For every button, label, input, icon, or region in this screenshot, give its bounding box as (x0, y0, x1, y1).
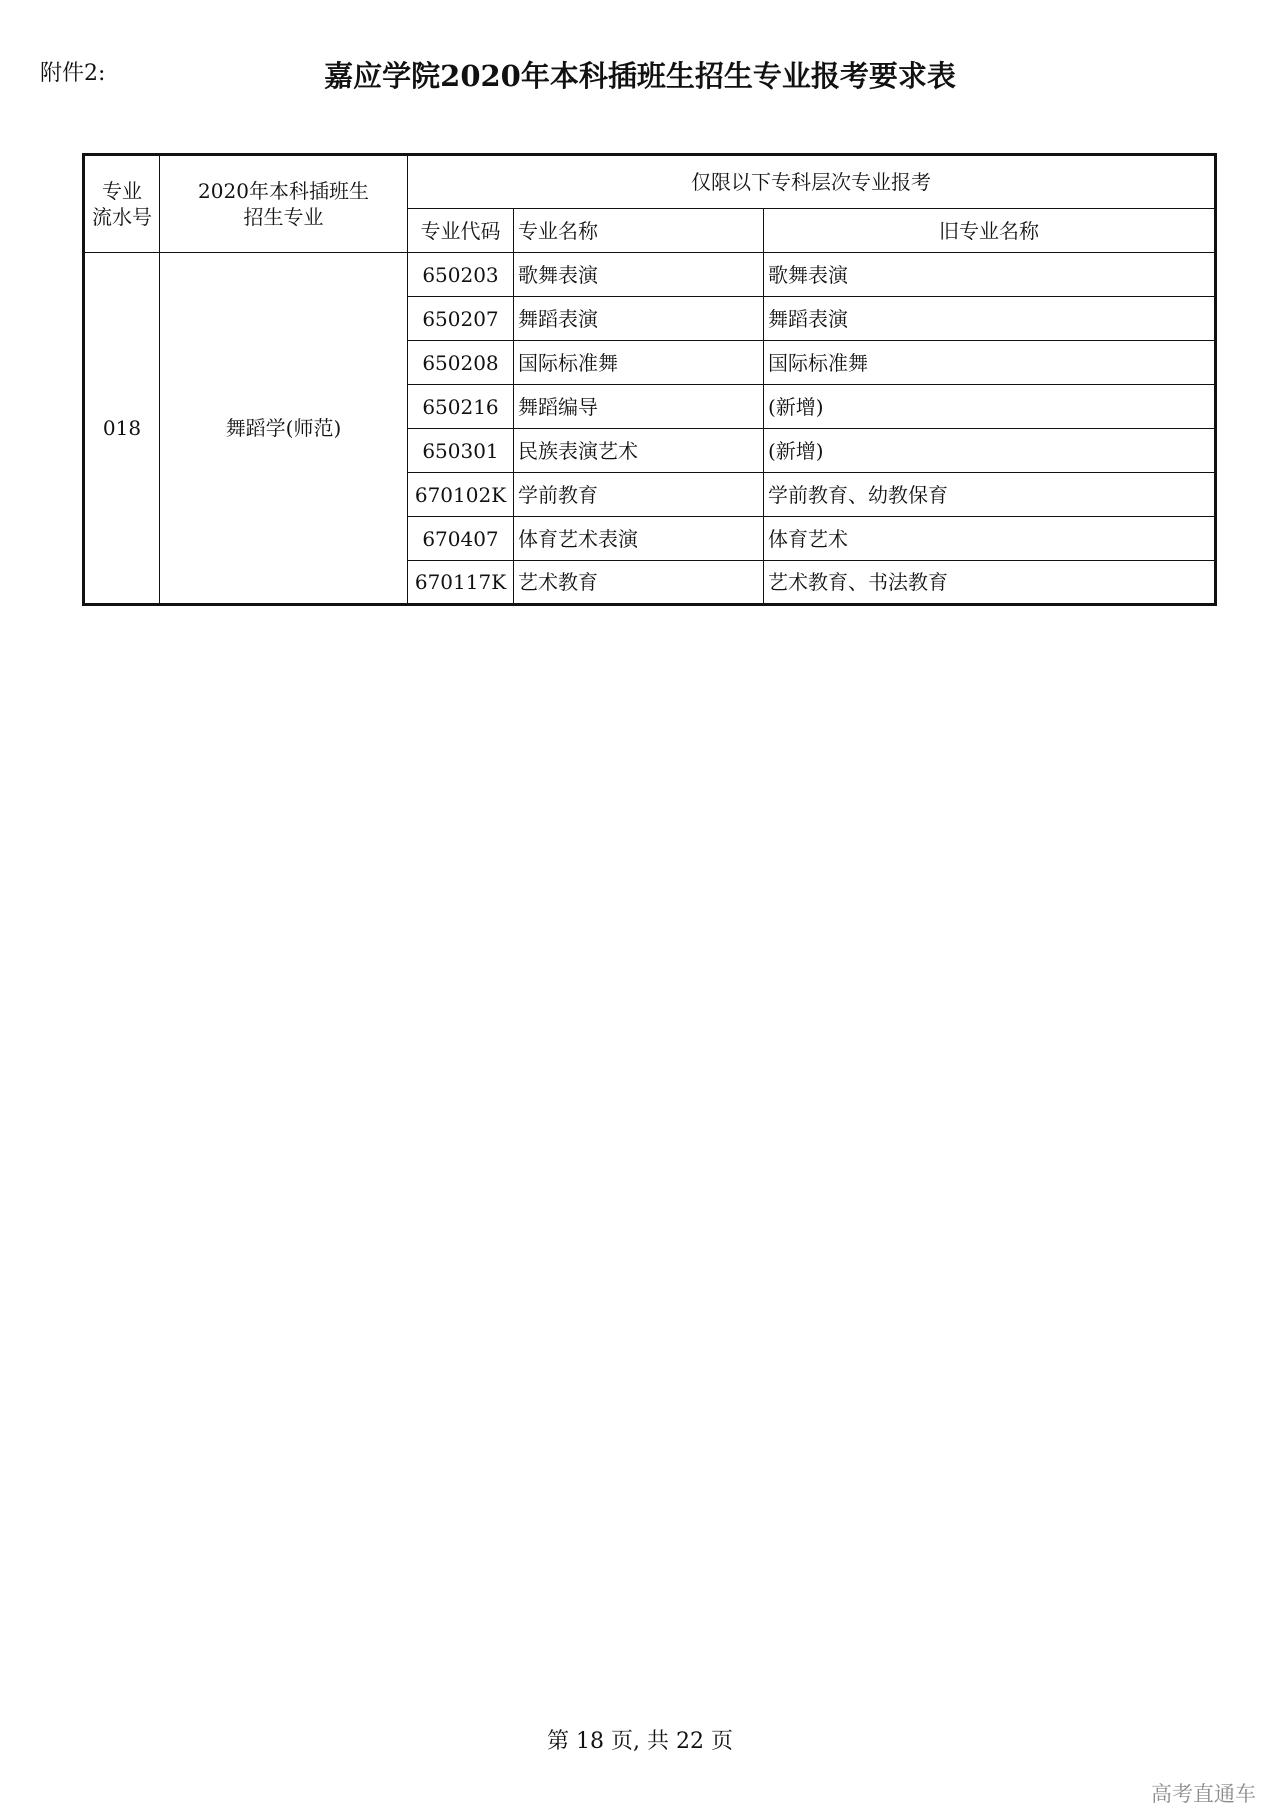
restriction-header: 仅限以下专科层次专业报考 (408, 155, 1216, 209)
major-name-cell: 舞蹈编导 (514, 385, 764, 429)
serial-header-cell (84, 155, 160, 253)
serial-header-line1: 专业 (102, 179, 142, 203)
major-name-cell: 艺术教育 (514, 561, 764, 605)
major-header-line1: 2020年本科插班生 (198, 179, 369, 203)
old-major-name-cell: (新增) (764, 385, 1216, 429)
watermark: 高考直通车 (1151, 1782, 1256, 1806)
major-header-cell (160, 155, 408, 253)
major-cell: 舞蹈学(师范) (160, 253, 408, 605)
major-name-cell: 体育艺术表演 (514, 517, 764, 561)
table-row (84, 253, 1216, 297)
document-title: 嘉应学院2020年本科插班生招生专业报考要求表 (324, 59, 956, 93)
old-major-name-cell: (新增) (764, 429, 1216, 473)
old-major-name-cell: 艺术教育、书法教育 (764, 561, 1216, 605)
code-header: 专业代码 (408, 209, 514, 253)
major-code-cell: 650216 (408, 385, 514, 429)
major-name-cell: 歌舞表演 (514, 253, 764, 297)
major-code-cell: 650203 (408, 253, 514, 297)
old-major-name-cell: 体育艺术 (764, 517, 1216, 561)
major-name-cell: 舞蹈表演 (514, 297, 764, 341)
major-code-cell: 670407 (408, 517, 514, 561)
major-name-cell: 学前教育 (514, 473, 764, 517)
name-header: 专业名称 (514, 209, 764, 253)
page-number: 第 18 页, 共 22 页 (547, 1729, 733, 1754)
major-name-cell: 国际标准舞 (514, 341, 764, 385)
old-major-name-cell: 国际标准舞 (764, 341, 1216, 385)
major-name-cell: 民族表演艺术 (514, 429, 764, 473)
old-major-name-cell: 歌舞表演 (764, 253, 1216, 297)
major-code-cell: 650207 (408, 297, 514, 341)
attachment-label: 附件2: (40, 61, 106, 86)
serial-number-cell: 018 (84, 253, 160, 605)
old-major-name-cell: 舞蹈表演 (764, 297, 1216, 341)
major-code-cell: 670102K (408, 473, 514, 517)
old-major-name-cell: 学前教育、幼教保育 (764, 473, 1216, 517)
major-code-cell: 670117K (408, 561, 514, 605)
major-code-cell: 650208 (408, 341, 514, 385)
requirements-table (82, 153, 1217, 606)
serial-header-line2: 流水号 (92, 205, 152, 229)
major-header-line2: 招生专业 (243, 205, 324, 229)
major-code-cell: 650301 (408, 429, 514, 473)
header-row-1 (84, 155, 1216, 209)
old-name-header: 旧专业名称 (764, 209, 1216, 253)
